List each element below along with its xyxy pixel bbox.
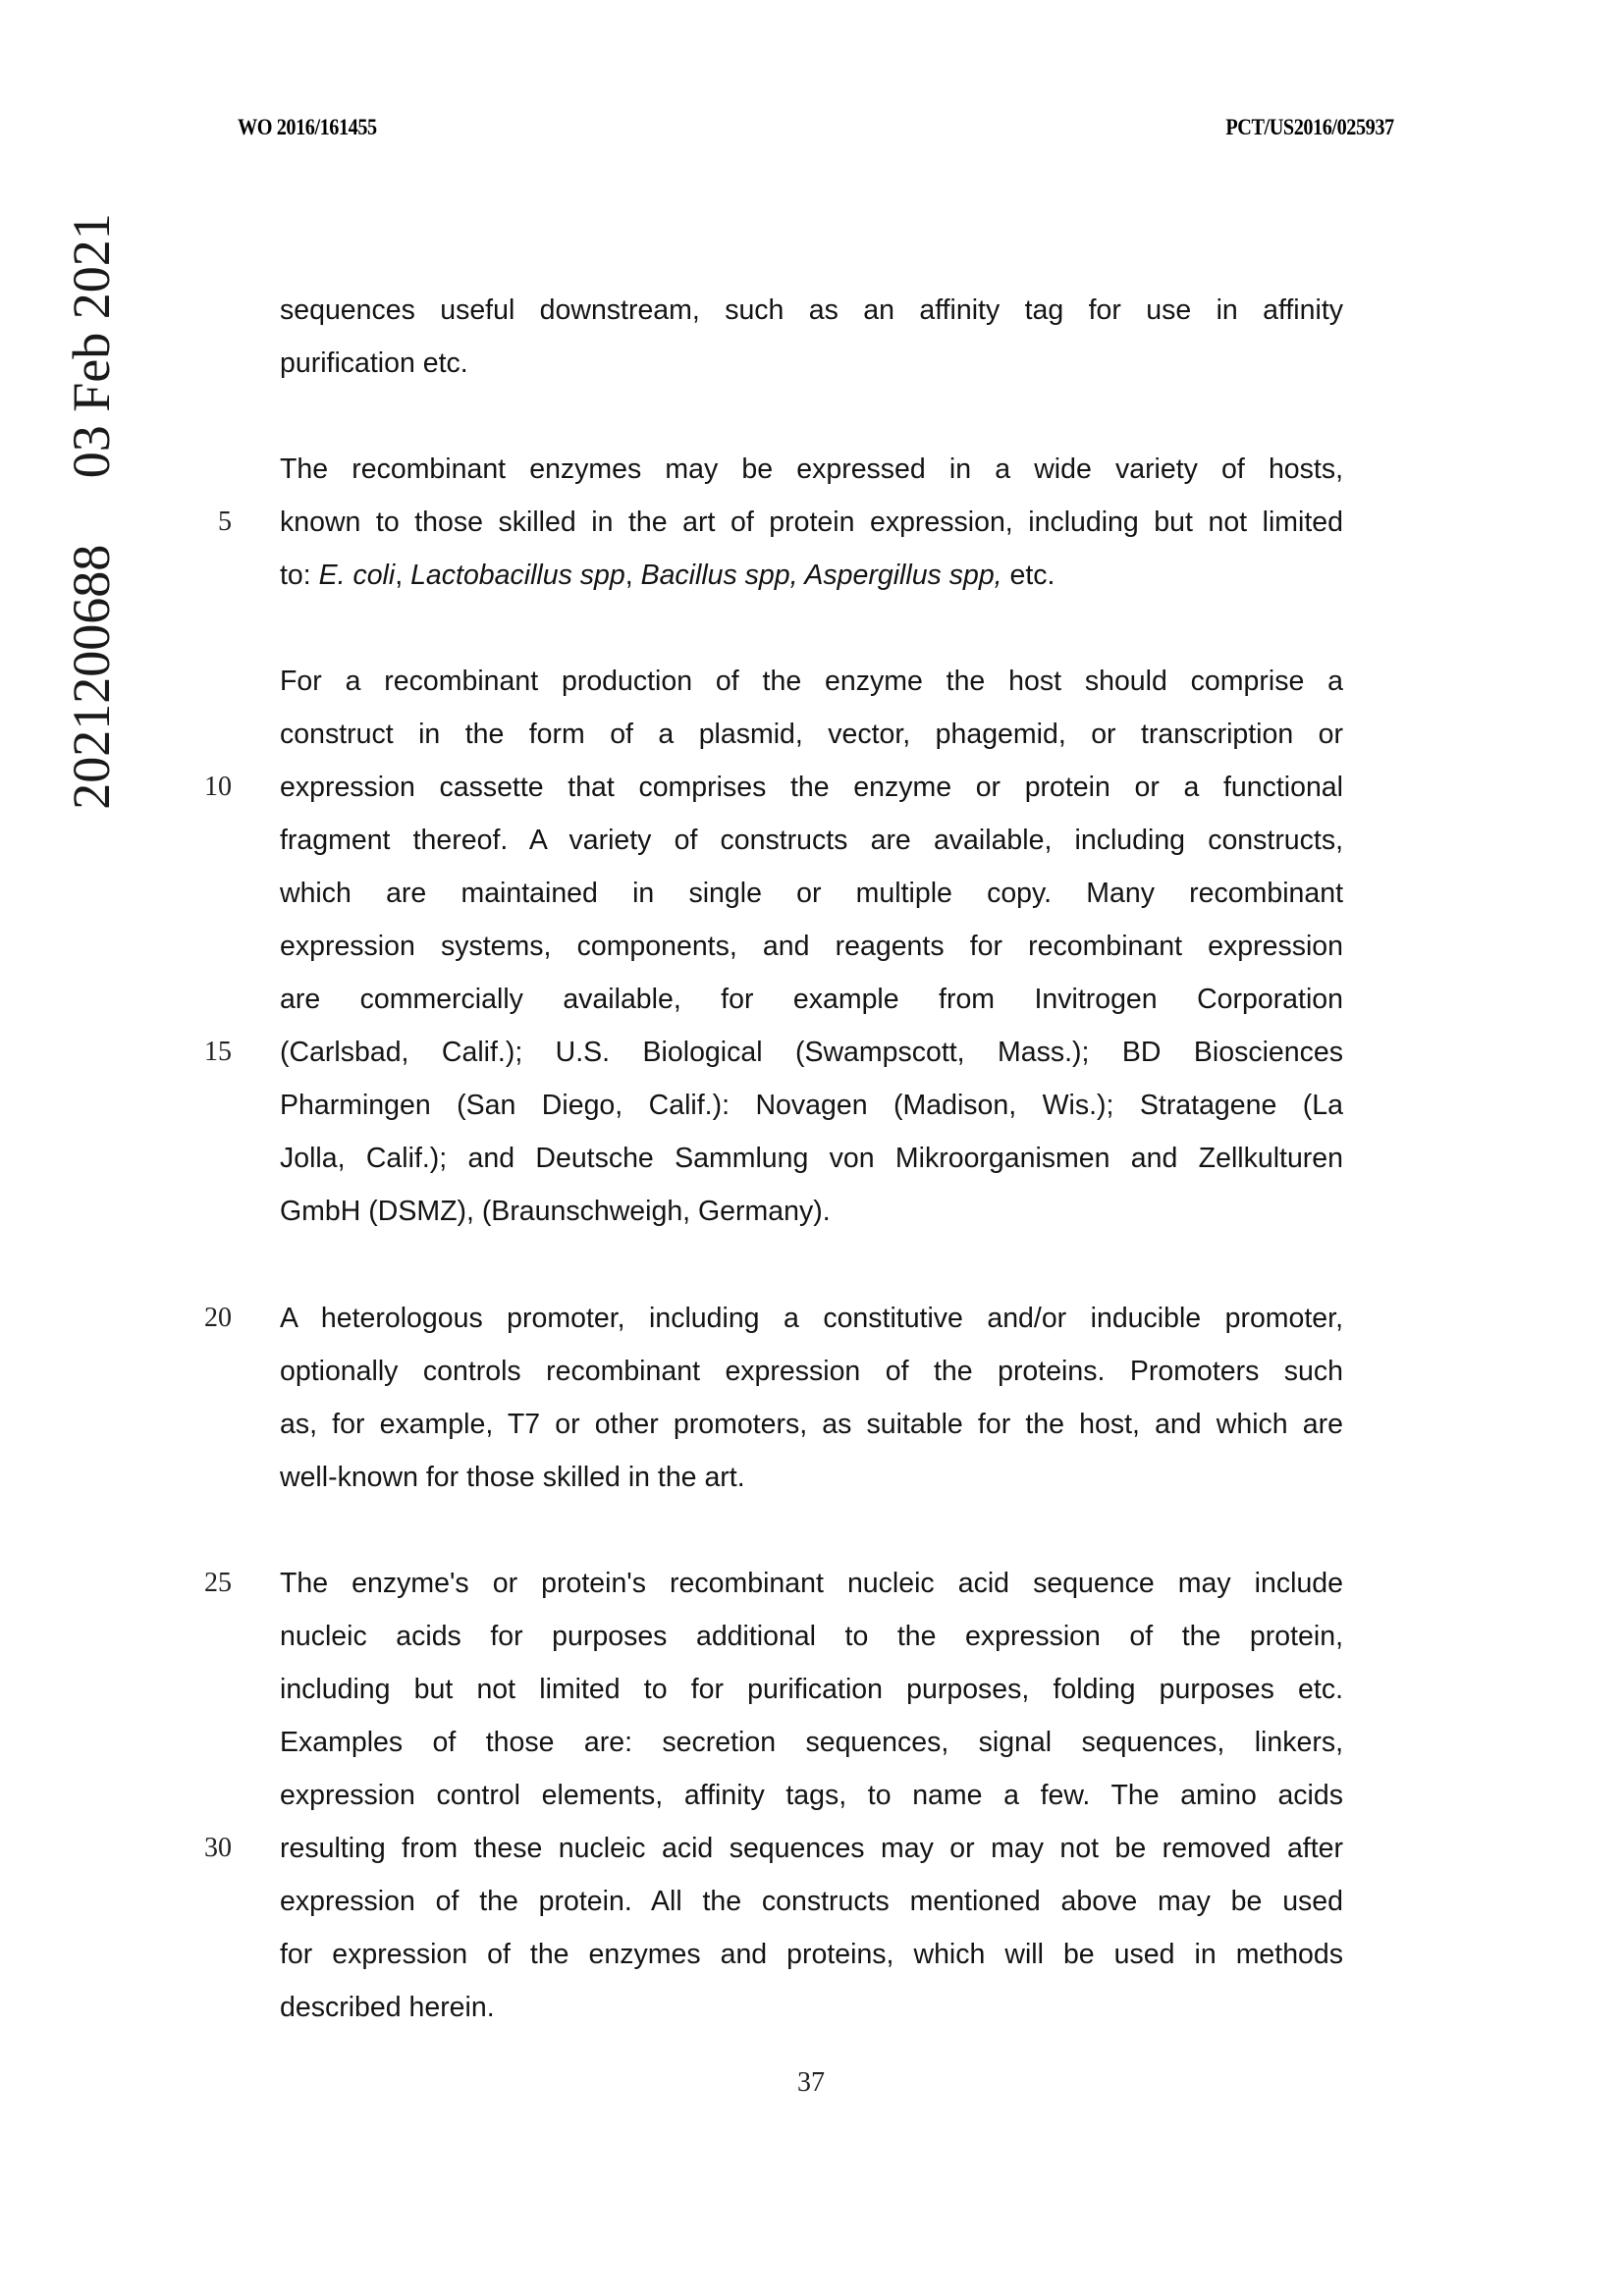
text-prefix: to: (280, 560, 319, 591)
body-line: expression cassette that comprises the enzyme or protein or a functional (280, 772, 1343, 803)
text-suffix: etc. (1001, 560, 1055, 591)
line-number: 15 (204, 1037, 232, 1067)
line-number: 10 (204, 772, 232, 802)
text-separator: , (624, 560, 641, 591)
italic-species-ecoli: E. coli (318, 560, 396, 591)
publication-number: WO 2016/161455 (238, 115, 377, 139)
body-line: GmbH (DSMZ), (Braunschweigh, Germany). (280, 1196, 831, 1227)
body-line: Jolla, Calif.); and Deutsche Sammlung von Mikroorganismen and Zellkulturen (280, 1143, 1343, 1174)
line-number: 25 (204, 1568, 232, 1598)
line-number: 30 (204, 1833, 232, 1863)
body-line: resulting from these nucleic acid sequences may or may not be removed after (280, 1833, 1343, 1864)
line-number: 20 (204, 1303, 232, 1333)
body-line: which are maintained in single or multiple copy. Many recombinant (280, 878, 1343, 909)
body-line: Pharmingen (San Diego, Calif.): Novagen (Madison, Wis.); Stratagene (La (280, 1090, 1343, 1121)
body-line: described herein. (280, 1992, 495, 2023)
body-line-species (280, 556, 1343, 595)
body-line: For a recombinant production of the enzyme the host should comprise a (280, 666, 1343, 697)
italic-species-lactobacillus: Lactobacillus spp (410, 560, 625, 591)
body-line: as, for example, T7 or other promoters, as suitable for the host, and which are (280, 1409, 1343, 1440)
body-line: purification etc. (280, 347, 468, 379)
body-line: Examples of those are: secretion sequences, signal sequences, linkers, (280, 1727, 1343, 1758)
page-number: 37 (797, 2067, 825, 2098)
line-number: 5 (218, 507, 232, 537)
body-line: optionally controls recombinant expression of the proteins. Promoters such (280, 1356, 1343, 1387)
body-line: expression systems, components, and reagents for recombinant expression (280, 931, 1343, 962)
italic-species-bacillus-aspergillus: Bacillus spp, Aspergillus spp, (640, 560, 1002, 591)
body-line: expression of the protein. All the constructs mentioned above may be used (280, 1886, 1343, 1917)
body-line: known to those skilled in the art of protein expression, including but not limited (280, 507, 1343, 538)
body-line: A heterologous promoter, including a constitutive and/or inducible promoter, (280, 1303, 1343, 1334)
body-line: fragment thereof. A variety of constructs are available, including constructs, (280, 825, 1343, 856)
application-number: PCT/US2016/025937 (1225, 115, 1394, 139)
body-line: construct in the form of a plasmid, vector, phagemid, or transcription or (280, 719, 1343, 750)
side-stamp: 2021200688 03 Feb 2021 (62, 213, 121, 810)
text-separator: , (395, 560, 411, 591)
body-line: sequences useful downstream, such as an affinity tag for use in affinity (280, 294, 1343, 326)
body-line: The recombinant enzymes may be expressed in a wide variety of hosts, (280, 454, 1343, 485)
body-line: well-known for those skilled in the art. (280, 1462, 745, 1493)
body-line: expression control elements, affinity tags, to name a few. The amino acids (280, 1780, 1343, 1811)
body-line: nucleic acids for purposes additional to the expression of the protein, (280, 1621, 1343, 1652)
body-line: are commercially available, for example from Invitrogen Corporation (280, 984, 1343, 1015)
body-line: including but not limited to for purification purposes, folding purposes etc. (280, 1674, 1343, 1705)
body-line: (Carlsbad, Calif.); U.S. Biological (Swampscott, Mass.); BD Biosciences (280, 1037, 1343, 1068)
body-line: for expression of the enzymes and proteins, which will be used in methods (280, 1939, 1343, 1970)
body-line: The enzyme's or protein's recombinant nucleic acid sequence may include (280, 1568, 1343, 1599)
